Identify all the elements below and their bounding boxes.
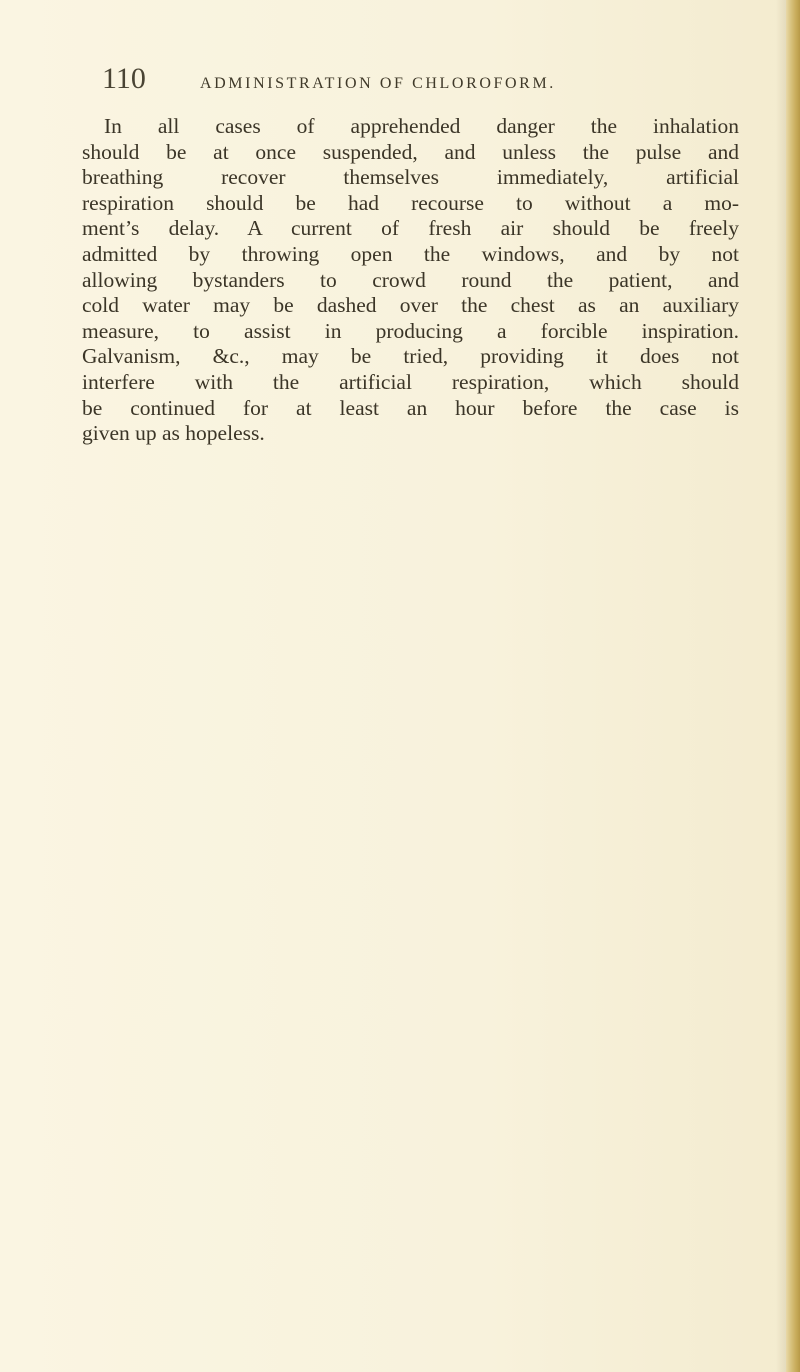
text-line: admitted by throwing open the windows, and by not [82, 241, 739, 266]
body-paragraph [82, 114, 739, 447]
page-number: 110 [102, 62, 146, 95]
text-line: ment’s delay. A current of fresh air should be freely [82, 216, 739, 241]
text-line: Galvanism, &c., may be tried, providing it does not [82, 344, 739, 369]
text-line: interfere with the artificial respiration, which should [82, 369, 739, 394]
page-edge-shadow [776, 0, 786, 1372]
text-line: given up as hopeless. [82, 421, 265, 446]
text-line: be continued for at least an hour before the case is [82, 395, 739, 420]
text-line: cold water may be dashed over the chest as an auxiliary [82, 293, 739, 318]
text-line: measure, to assist in producing a forcible inspiration. [82, 318, 739, 343]
running-title: ADMINISTRATION OF CHLOROFORM. [200, 75, 556, 92]
text-line: breathing recover themselves immediately, artificial [82, 165, 739, 190]
text-line: should be at once suspended, and unless the pulse and [82, 139, 739, 164]
text-line: respiration should be had recourse to without a mo- [82, 190, 739, 215]
text-line: In all cases of apprehended danger the inhalation [104, 114, 739, 138]
page-header [102, 62, 742, 102]
page-edge [786, 0, 800, 1372]
text-line: allowing bystanders to crowd round the patient, and [82, 267, 739, 292]
